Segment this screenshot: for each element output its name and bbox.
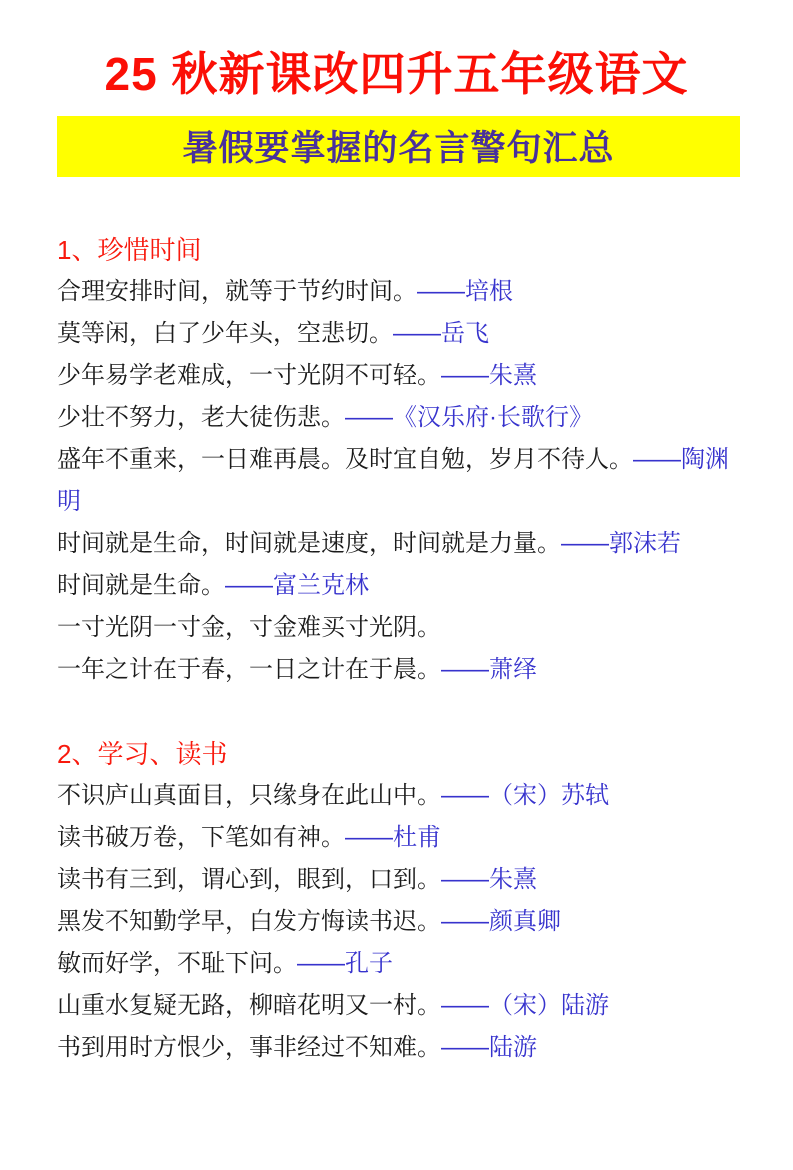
sections-container bbox=[0, 229, 793, 1069]
quote-attribution: ——《汉乐府·长歌行》 bbox=[345, 403, 593, 431]
quote-text: 读书破万卷，下笔如有神。 bbox=[57, 823, 345, 851]
page-title: 25 秋新课改四升五年级语文 bbox=[104, 48, 689, 100]
section bbox=[57, 733, 740, 1069]
section-heading: 2、学习、读书 bbox=[57, 738, 228, 769]
quote-text: 敏而好学，不耻下问。 bbox=[57, 949, 297, 977]
quote-attribution: ——陶渊明 bbox=[57, 445, 729, 515]
quote-text: 时间就是生命，时间就是速度，时间就是力量。 bbox=[57, 529, 561, 557]
quote-line bbox=[57, 1027, 740, 1069]
quote-line bbox=[57, 901, 740, 943]
quote-attribution: ——朱熹 bbox=[441, 865, 537, 893]
quote-attribution: ——萧绎 bbox=[441, 655, 537, 683]
quote-line bbox=[57, 565, 740, 607]
quote-line bbox=[57, 439, 740, 523]
quote-text: 莫等闲，白了少年头，空悲切。 bbox=[57, 319, 393, 347]
quote-line bbox=[57, 649, 740, 691]
quote-line bbox=[57, 775, 740, 817]
quote-text: 一年之计在于春，一日之计在于晨。 bbox=[57, 655, 441, 683]
quote-text: 山重水复疑无路，柳暗花明又一村。 bbox=[57, 991, 441, 1019]
quote-attribution: ——孔子 bbox=[297, 949, 393, 977]
quote-list bbox=[57, 271, 740, 691]
quote-attribution: ——富兰克林 bbox=[225, 571, 369, 599]
quote-text: 少年易学老难成，一寸光阴不可轻。 bbox=[57, 361, 441, 389]
quote-text: 读书有三到，谓心到，眼到，口到。 bbox=[57, 865, 441, 893]
page-subtitle: 暑假要掌握的名言警句汇总 bbox=[182, 129, 615, 169]
quote-text: 少壮不努力，老大徒伤悲。 bbox=[57, 403, 345, 431]
quote-text: 书到用时方恨少，事非经过不知难。 bbox=[57, 1033, 441, 1061]
quote-attribution: ——岳飞 bbox=[393, 319, 489, 347]
quote-text: 盛年不重来，一日难再晨。及时宜自勉，岁月不待人。 bbox=[57, 445, 633, 473]
quote-line bbox=[57, 397, 740, 439]
section-heading: 1、珍惜时间 bbox=[57, 234, 202, 265]
quote-text: 一寸光阴一寸金，寸金难买寸光阴。 bbox=[57, 613, 441, 641]
quote-line bbox=[57, 313, 740, 355]
quote-text: 不识庐山真面目，只缘身在此山中。 bbox=[57, 781, 441, 809]
quote-list bbox=[57, 775, 740, 1069]
quote-attribution: ——郭沫若 bbox=[561, 529, 681, 557]
quote-attribution: ——杜甫 bbox=[345, 823, 441, 851]
quote-line bbox=[57, 523, 740, 565]
quote-text: 合理安排时间，就等于节约时间。 bbox=[57, 277, 417, 305]
quote-line bbox=[57, 859, 740, 901]
document-page bbox=[0, 48, 793, 1170]
subtitle-banner bbox=[57, 116, 740, 177]
quote-attribution: ——陆游 bbox=[441, 1033, 537, 1061]
quote-text: 黑发不知勤学早，白发方悔读书迟。 bbox=[57, 907, 441, 935]
quote-line bbox=[57, 607, 740, 649]
quote-line bbox=[57, 817, 740, 859]
quote-line bbox=[57, 355, 740, 397]
section bbox=[57, 229, 740, 691]
quote-attribution: ——培根 bbox=[417, 277, 513, 305]
quote-attribution: ——（宋）陆游 bbox=[441, 991, 609, 1019]
quote-line bbox=[57, 943, 740, 985]
quote-attribution: ——朱熹 bbox=[441, 361, 537, 389]
quote-text: 时间就是生命。 bbox=[57, 571, 225, 599]
quote-line bbox=[57, 271, 740, 313]
quote-attribution: ——（宋）苏轼 bbox=[441, 781, 609, 809]
quote-line bbox=[57, 985, 740, 1027]
quote-attribution: ——颜真卿 bbox=[441, 907, 561, 935]
